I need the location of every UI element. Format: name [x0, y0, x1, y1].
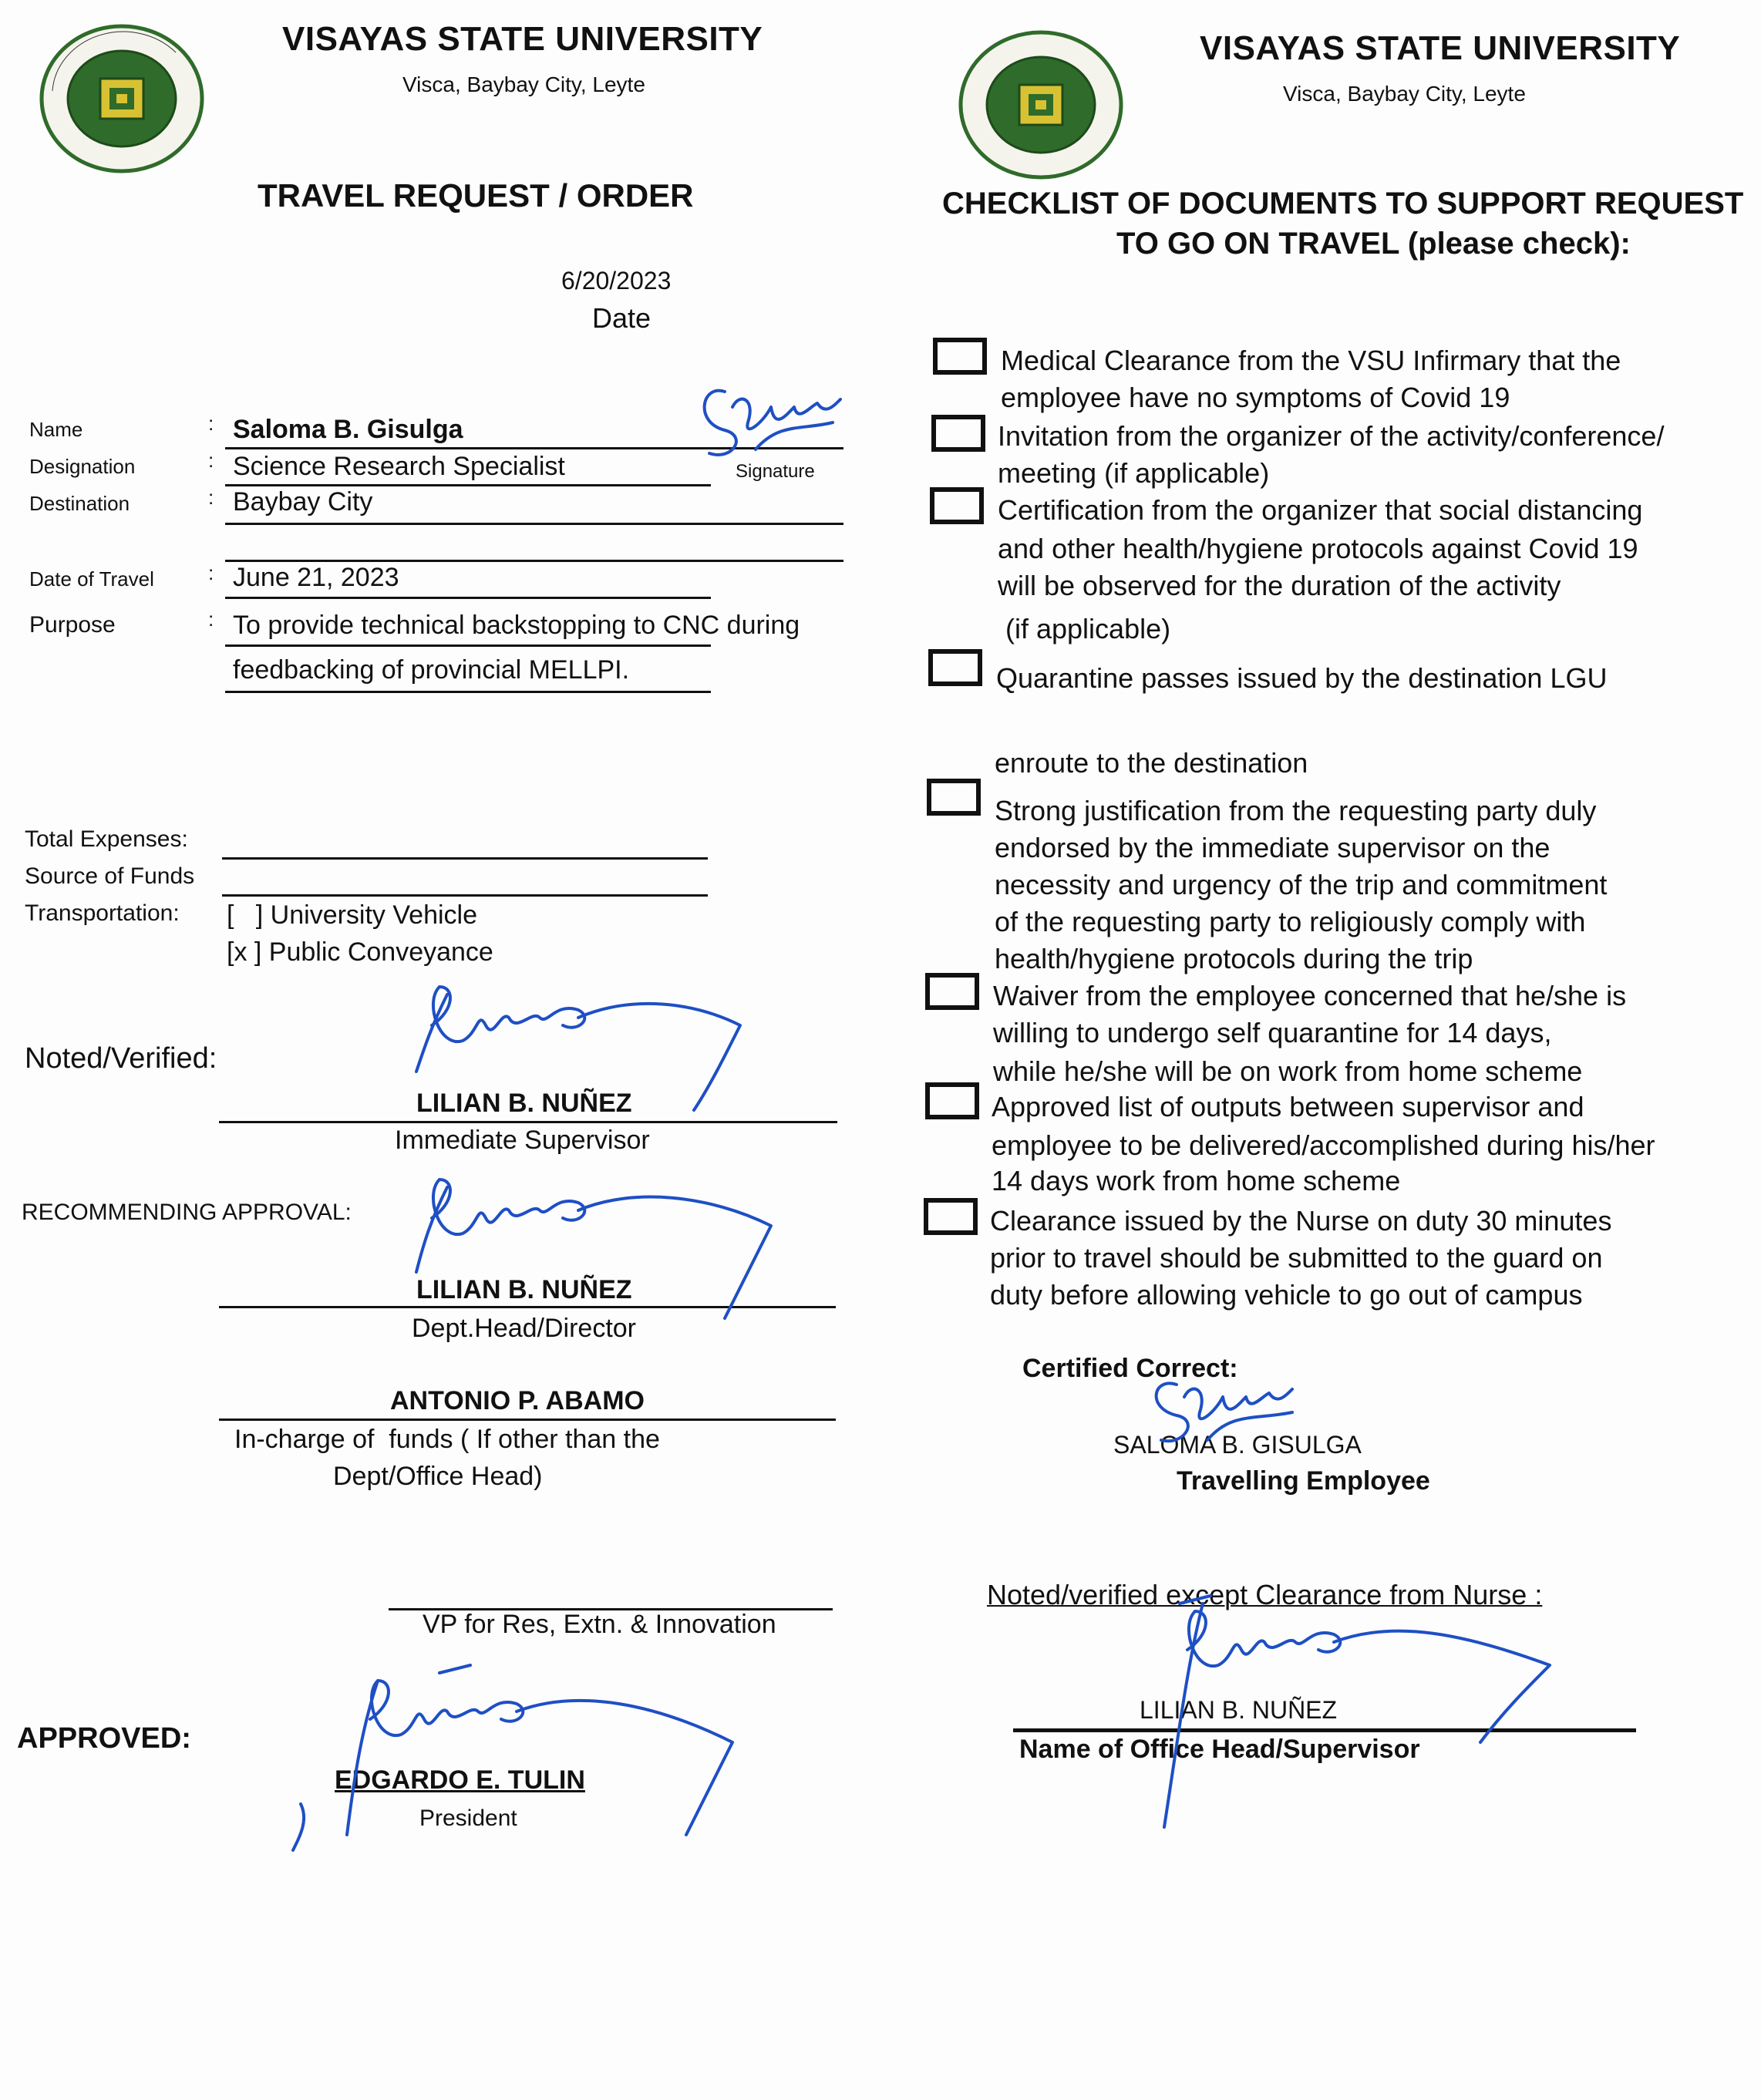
item-certification-line-1: Certification from the organizer that social distancing [998, 494, 1643, 526]
item-justification-line-5: health/hygiene protocols during the trip [995, 943, 1473, 974]
checklist-title-line-1: CHECKLIST OF DOCUMENTS TO SUPPORT REQUEST [942, 187, 1744, 220]
source-of-funds-label: Source of Funds [25, 863, 195, 889]
approved-label: APPROVED: [17, 1722, 191, 1755]
item-quarantine-passes-line-1: Quarantine passes issued by the destination LGU [996, 662, 1608, 694]
name-underline [225, 447, 843, 449]
item-invitation-line-2: meeting (if applicable) [998, 457, 1270, 489]
source-of-funds-underline [222, 894, 708, 897]
certified-correct-label: Certified Correct: [1022, 1354, 1238, 1383]
certified-employee-role: Travelling Employee [1177, 1466, 1430, 1496]
destination-label: Destination [29, 492, 130, 515]
recommending-role: Dept.Head/Director [412, 1314, 637, 1343]
checkbox-nurse-clearance[interactable] [924, 1198, 978, 1235]
university-seal-logo [37, 22, 207, 176]
destination-colon: : [208, 486, 214, 509]
item-outputs-line-1: Approved list of outputs between supervisor and [992, 1091, 1584, 1122]
item-quarantine-passes-line-3: enroute to the destination [995, 747, 1308, 779]
noted-name: LILIAN B. NUÑEZ [416, 1089, 632, 1118]
designation-value: Science Research Specialist [233, 452, 565, 481]
president-role: President [419, 1806, 517, 1831]
recommending-name: LILIAN B. NUÑEZ [416, 1275, 632, 1304]
president-name: EDGARDO E. TULIN [335, 1765, 585, 1795]
funds-role-line-2: Dept/Office Head) [333, 1462, 543, 1491]
checkbox-quarantine-passes[interactable] [928, 649, 982, 686]
item-justification-line-3: necessity and urgency of the trip and commitment [995, 869, 1608, 900]
item-nurse-line-1: Clearance issued by the Nurse on duty 30 minutes [990, 1205, 1612, 1237]
date-of-travel-label: Date of Travel [29, 567, 154, 591]
item-medical-clearance-line-1: Medical Clearance from the VSU Infirmary that the [1001, 345, 1621, 376]
date-of-travel-colon: : [208, 561, 214, 584]
item-waiver-line-2: willing to undergo self quarantine for 14 days, [993, 1017, 1552, 1048]
checklist-title-line-2: TO GO ON TRAVEL (please check): [1116, 227, 1631, 261]
total-expenses-label: Total Expenses: [25, 826, 188, 852]
checkbox-strong-justification[interactable] [927, 779, 981, 816]
destination-underline-1 [225, 523, 843, 525]
purpose-colon: : [208, 607, 214, 631]
name-colon: : [208, 412, 214, 435]
item-certification-line-2: and other health/hygiene protocols against Covid 19 [998, 533, 1638, 564]
checkbox-waiver[interactable] [925, 973, 979, 1010]
item-waiver-line-3: while he/she will be on work from home scheme [993, 1055, 1583, 1087]
option-university-vehicle: [ ] University Vehicle [227, 900, 478, 930]
purpose-underline-1 [225, 644, 711, 647]
office-head-underline [1013, 1728, 1636, 1732]
form-date-value: 6/20/2023 [561, 267, 672, 294]
form-title: TRAVEL REQUEST / ORDER [258, 177, 694, 214]
university-name-right: VISAYAS STATE UNIVERSITY [1200, 29, 1681, 67]
item-certification-line-4: (if applicable) [998, 613, 1171, 644]
office-head-name: LILIAN B. NUÑEZ [1140, 1696, 1338, 1724]
designation-label: Designation [29, 455, 136, 478]
noted-underline [219, 1121, 837, 1123]
form-date-label: Date [592, 302, 652, 334]
item-justification-line-1: Strong justification from the requesting party duly [995, 795, 1597, 826]
name-label: Name [29, 418, 83, 441]
signature-caption: Signature [736, 461, 815, 482]
noted-except-label: Noted/verified except Clearance from Nurse : [987, 1579, 1543, 1610]
university-address: Visca, Baybay City, Leyte [402, 72, 645, 96]
checkbox-approved-outputs[interactable] [925, 1082, 979, 1119]
noted-verified-label: Noted/Verified: [25, 1042, 217, 1075]
noted-role: Immediate Supervisor [395, 1126, 650, 1155]
checkbox-medical-clearance[interactable] [933, 338, 987, 375]
funds-underline [219, 1419, 836, 1421]
item-medical-clearance-line-2: employee have no symptoms of Covid 19 [1001, 382, 1510, 413]
item-outputs-line-2: employee to be delivered/accomplished during his/her [992, 1129, 1655, 1161]
purpose-underline-2 [225, 691, 711, 693]
designation-underline [225, 484, 711, 486]
university-address-right: Visca, Baybay City, Leyte [1283, 82, 1526, 106]
item-nurse-line-2: prior to travel should be submitted to the guard on [990, 1242, 1603, 1274]
checkbox-invitation[interactable] [931, 415, 985, 452]
funds-officer-name: ANTONIO P. ABAMO [390, 1386, 645, 1415]
office-head-role: Name of Office Head/Supervisor [1019, 1735, 1420, 1764]
university-seal-logo-right [956, 28, 1126, 182]
checkbox-certification[interactable] [930, 487, 984, 524]
destination-value: Baybay City [233, 487, 373, 517]
recommending-underline [219, 1306, 836, 1308]
item-invitation-line-1: Invitation from the organizer of the activity/conference/ [998, 420, 1665, 452]
option-public-conveyance: [x ] Public Conveyance [227, 937, 493, 967]
destination-underline-2 [225, 560, 843, 562]
university-name: VISAYAS STATE UNIVERSITY [282, 20, 763, 58]
recommending-approval-label: RECOMMENDING APPROVAL: [22, 1200, 352, 1225]
item-justification-line-2: endorsed by the immediate supervisor on the [995, 832, 1551, 863]
item-justification-line-4: of the requesting party to religiously comply with [995, 906, 1586, 937]
designation-colon: : [208, 449, 214, 472]
certified-employee-name: SALOMA B. GISULGA [1113, 1431, 1362, 1459]
item-waiver-line-1: Waiver from the employee concerned that he/she is [993, 980, 1627, 1011]
name-value: Saloma B. Gisulga [233, 415, 463, 444]
vp-role: VP for Res, Extn. & Innovation [423, 1610, 776, 1639]
item-certification-line-3: will be observed for the duration of the activity [998, 570, 1561, 601]
date-of-travel-value: June 21, 2023 [233, 563, 399, 592]
item-outputs-line-3: 14 days work from home scheme [992, 1165, 1401, 1196]
total-expenses-underline [222, 857, 708, 860]
item-nurse-line-3: duty before allowing vehicle to go out of campus [990, 1279, 1583, 1311]
purpose-label: Purpose [29, 612, 116, 638]
date-of-travel-underline [225, 597, 711, 599]
transportation-label: Transportation: [25, 900, 180, 926]
purpose-line-1: To provide technical backstopping to CNC during [233, 611, 800, 640]
funds-role-line-1: In-charge of funds ( If other than the [234, 1425, 660, 1454]
purpose-line-2: feedbacking of provincial MELLPI. [233, 655, 630, 685]
